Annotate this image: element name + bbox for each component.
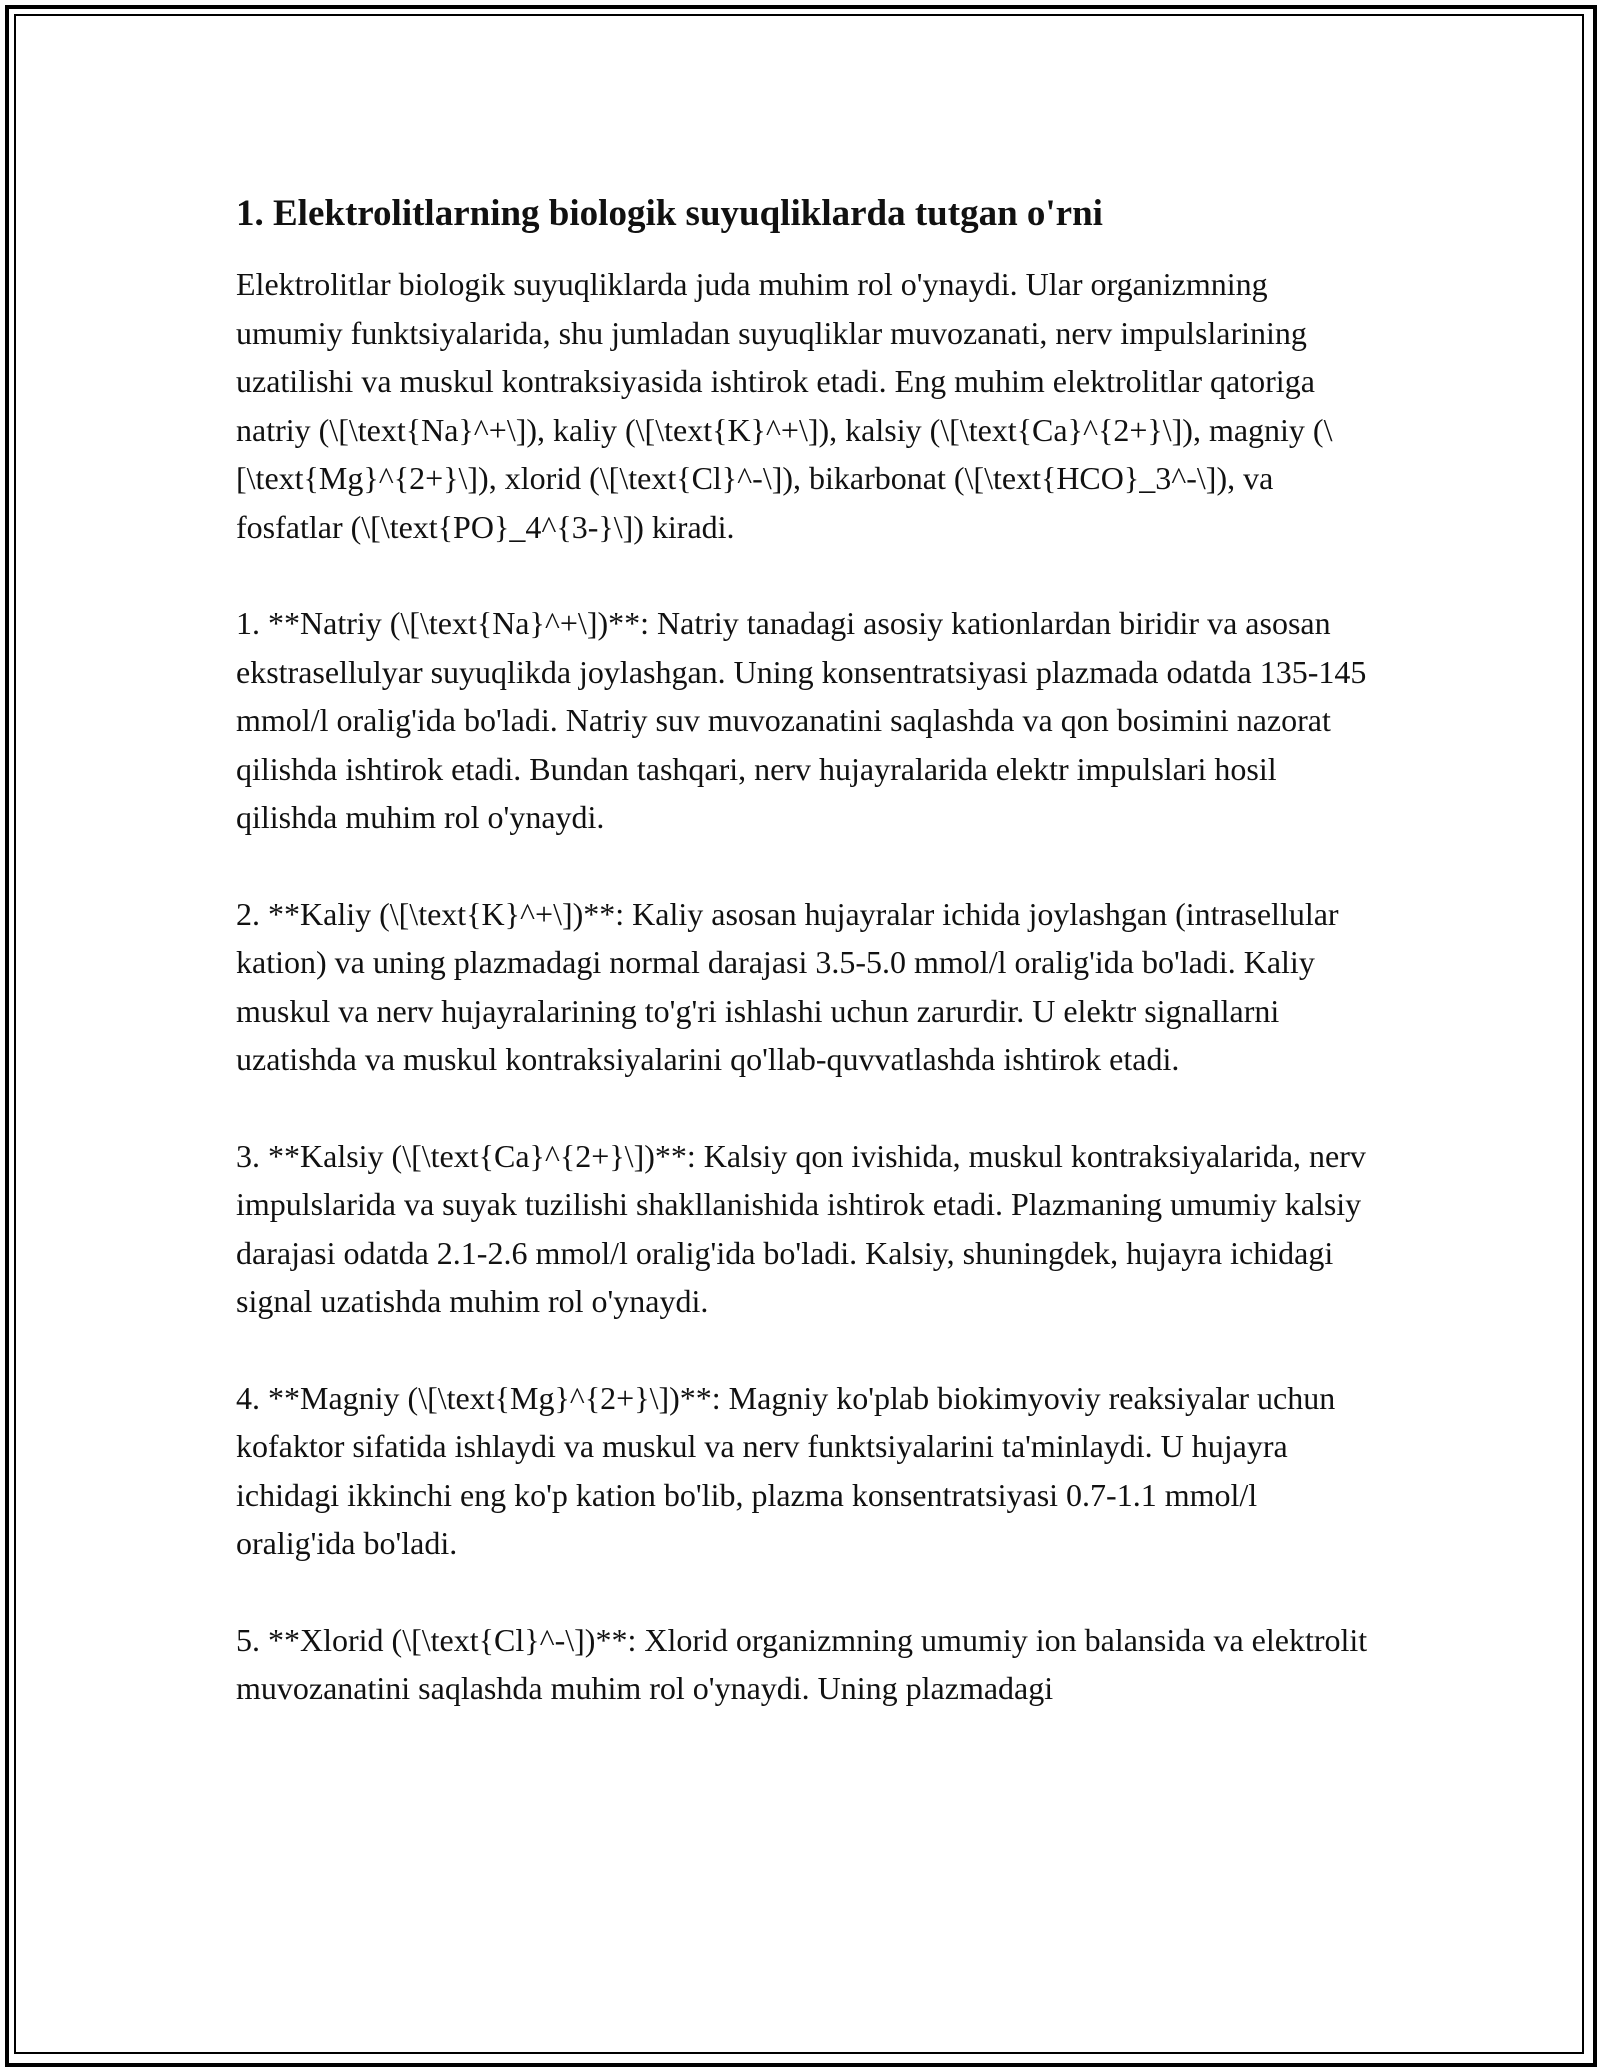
document-page bbox=[236, 188, 1376, 1713]
list-item-kalsiy: 3. **Kalsiy (\[\text{Ca}^{2+}\])**: Kalsiy qon ivishida, muskul kontraksiyalarida, nerv impulslarida va suyak tuzilishi shakllanishida ishtirok etadi. Plazmaning umumiy kalsiy darajasi odatda 2.1-2.6 mmol/l oralig'ida bo'ladi. Kalsiy, shuningdek, hujayra ichidagi signal uzatishda muhim rol o'ynaydi. bbox=[236, 1137, 1366, 1319]
list-item-kaliy: 2. **Kaliy (\[\text{K}^+\])**: Kaliy asosan hujayralar ichida joylashgan (intrasellular kation) va uning plazmadagi normal darajasi 3.5-5.0 mmol/l oralig'ida bo'ladi. Kaliy muskul va nerv hujayralarining to'g'ri ishlashi uchun zarurdir. U elektr signallarni uzatishda va muskul kontraksiyalarini qo'llab-quvvatlashda ishtirok etadi. bbox=[236, 895, 1339, 1077]
list-item-xlorid: 5. **Xlorid (\[\text{Cl}^-\])**: Xlorid organizmning umumiy ion balansida va elektrolit muvozanatini saqlashda muhim rol o'ynaydi. Uning plazmadagi bbox=[236, 1621, 1368, 1706]
section-heading: 1. Elektrolitlarning biologik suyuqliklarda tutgan o'rni bbox=[236, 193, 1103, 234]
list-item-magniy: 4. **Magniy (\[\text{Mg}^{2+}\])**: Magniy ko'plab biokimyoviy reaksiyalar uchun kofaktor sifatida ishlaydi va muskul va nerv funktsiyalarini ta'minlaydi. U hujayra ichidagi ikkinchi eng ko'p kation bo'lib, plazma konsentratsiyasi 0.7-1.1 mmol/l oralig'ida bo'ladi. bbox=[236, 1379, 1336, 1561]
intro-paragraph: Elektrolitlar biologik suyuqliklarda juda muhim rol o'ynaydi. Ular organizmning umumiy funktsiyalarida, shu jumladan suyuqliklar muvozanati, nerv impulslarining uzatilishi va muskul kontraksiyasida ishtirok etadi. Eng muhim elektrolitlar qatoriga natriy (\[\text{Na}^+\]), kaliy (\[\text{K}^+\]), kalsiy (\[\text{Ca}^{2+}\]), magniy (\[\text{Mg}^{2+}\]), xlorid (\[\text{Cl}^-\]), bikarbonat (\[\text{HCO}_3^-\]), va fosfatlar (\[\text{PO}_4^{3-}\]) kiradi. bbox=[236, 266, 1333, 545]
list-item-natriy: 1. **Natriy (\[\text{Na}^+\])**: Natriy tanadagi asosiy kationlardan biridir va asosan ekstrasellulyar suyuqlikda joylashgan. Uning konsentratsiyasi plazmada odatda 135-145 mmol/l oralig'ida bo'ladi. Natriy suv muvozanatini saqlashda va qon bosimini nazorat qilishda ishtirok etadi. Bundan tashqari, nerv hujayralarida elektr impulslari hosil qilishda muhim rol o'ynaydi. bbox=[236, 605, 1367, 835]
